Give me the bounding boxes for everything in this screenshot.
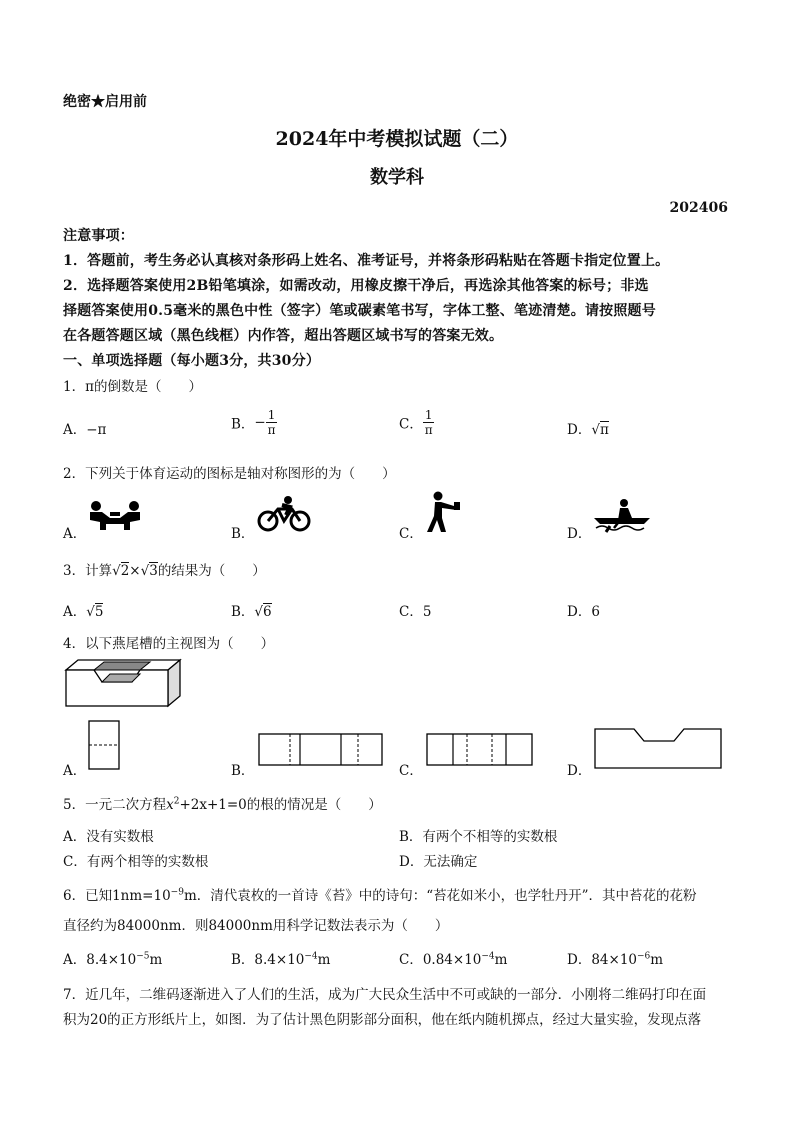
notice-heading: 注意事项： xyxy=(63,228,134,244)
q4-option-b-figure xyxy=(258,733,384,767)
q4-option-d-label: D． xyxy=(567,763,592,779)
q5-option-c: C．有两个相等的实数根 xyxy=(63,854,209,870)
q1-option-c: C． $\frac{1}{\pi}$ xyxy=(399,408,433,437)
q3-option-b: B．√6 xyxy=(231,604,272,620)
subject-title: 数学科 xyxy=(370,167,424,188)
notice-line-3: 择题答案使用0.5毫米的黑色中性（签字）笔或碳素笔书写，字体工整、笔迹清楚。请按照题号 xyxy=(63,303,656,319)
exam-title: 2024年中考模拟试题（二） xyxy=(275,128,519,150)
dovetail-groove-figure xyxy=(64,658,182,708)
q3-option-a: A．√5 xyxy=(63,604,104,620)
secret-mark: 绝密★启用前 xyxy=(63,94,147,110)
q3-option-d: D．6 xyxy=(567,604,600,620)
exam-code: 202406 xyxy=(669,200,728,216)
section-heading: 一、单项选择题（每小题3分，共30分） xyxy=(63,353,321,369)
q3-stem: 3．计算√2×√3的结果为（ ） xyxy=(63,563,266,579)
q6-line-2: 直径约为84000nm．则84000nm用科学记数法表示为（ ） xyxy=(63,918,449,934)
q7-line-1: 7．近几年，二维码逐渐进入了人们的生活，成为广大民众生活中不可或缺的一部分．小刚将二维码打印在面 xyxy=(63,987,707,1003)
q7-line-2: 积为20的正方形纸片上，如图．为了估计黑色阴影部分面积，他在纸内随机掷点，经过大量实验，发现点落 xyxy=(63,1012,702,1028)
q2-option-a-label: A． xyxy=(63,526,87,542)
q5-option-b: B．有两个不相等的实数根 xyxy=(399,829,558,845)
q4-option-b-label: B． xyxy=(231,763,255,779)
q6-option-d: D．$84\times 10^{-6}m$ xyxy=(567,951,664,968)
q1-option-d: D．√π xyxy=(567,422,609,438)
notice-line-4: 在各题答题区域（黑色线框）内作答，超出答题区域书写的答案无效。 xyxy=(63,328,504,344)
q2-stem: 2．下列关于体育运动的图标是轴对称图形的为（ ） xyxy=(63,466,396,482)
q4-option-d-figure xyxy=(594,728,724,770)
tug-of-war-icon xyxy=(86,498,144,532)
q2-option-d-label: D． xyxy=(567,526,592,542)
q4-option-c-figure xyxy=(426,733,534,767)
q6-line-1: 6．已知$1nm=10^{-9}m$．清代袁枚的一首诗《苔》中的诗句：“苔花如米小，也学牡丹开”．其中苔花的花粉 xyxy=(63,887,697,904)
rowing-icon xyxy=(592,498,652,534)
q4-option-c-label: C． xyxy=(399,763,423,779)
q6-option-b: B．$8.4\times 10^{-4}m$ xyxy=(231,951,331,968)
q4-option-a-figure xyxy=(88,720,122,772)
q5-option-a: A．没有实数根 xyxy=(63,829,154,845)
q6-option-c: C．$0.84\times 10^{-4}m$ xyxy=(399,951,508,968)
q3-option-c: C．5 xyxy=(399,604,432,620)
q4-stem: 4．以下燕尾槽的主视图为（ ） xyxy=(63,636,275,652)
q1-option-b: B．− $\frac{1}{\pi}$ xyxy=(231,408,276,437)
cyclist-icon xyxy=(256,495,312,533)
notice-line-2: 2．选择题答案使用2B铅笔填涂，如需改动，用橡皮擦干净后，再选涂其他答案的标号；非选 xyxy=(63,278,649,294)
javelin-thrower-icon xyxy=(424,490,464,534)
q2-option-b-label: B． xyxy=(231,526,255,542)
q2-option-c-label: C． xyxy=(399,526,423,542)
q6-option-a: A．$8.4\times 10^{-5}m$ xyxy=(63,951,163,968)
q4-option-a-label: A． xyxy=(63,763,87,779)
q1-option-a: A．−π xyxy=(63,422,107,438)
q5-option-d: D．无法确定 xyxy=(399,854,478,870)
q1-stem: 1．π的倒数是（ ） xyxy=(63,379,202,395)
notice-line-1: 1．答题前，考生务必认真核对条形码上姓名、准考证号，并将条形码粘贴在答题卡指定位置上。 xyxy=(63,253,670,269)
q5-stem: 5．一元二次方程$x^2+2x+1=0$的根的情况是（ ） xyxy=(63,796,382,813)
